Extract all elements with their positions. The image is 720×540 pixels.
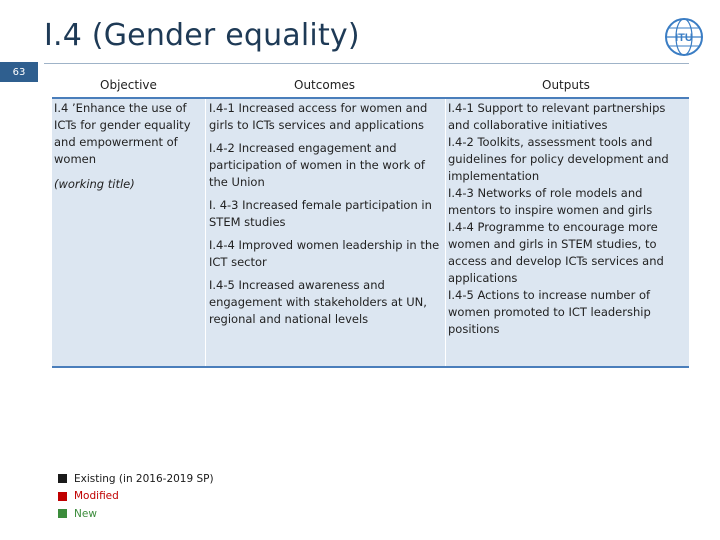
output-item: I.4-2 Toolkits, assessment tools and guidelines for policy development and implementation — [448, 135, 669, 183]
outcome-item: I.4-4 Improved women leadership in the ICT sector — [209, 238, 440, 269]
outcome-item: I. 4-3 Increased female participation in STEM studies — [209, 198, 432, 229]
legend-swatch-existing — [58, 474, 67, 483]
header-objective: Objective — [100, 78, 157, 92]
output-item: I.4-5 Actions to increase number of women promoted to ICT leadership positions — [448, 288, 651, 336]
title-divider — [44, 63, 689, 64]
objective-text: I.4 ’Enhance the use of ICTs for gender equality and empowerment of women — [54, 101, 191, 166]
table-header — [52, 78, 689, 94]
legend-label-existing: Existing (in 2016-2019 SP) — [74, 472, 214, 485]
logo-text: ITU — [675, 32, 693, 44]
itu-logo-icon — [663, 16, 705, 58]
outputs-cell — [448, 100, 690, 338]
legend-item-existing — [58, 470, 214, 488]
slide-title: I.4 (Gender equality) — [44, 18, 360, 53]
outcome-item: I.4-2 Increased engagement and participation of women in the work of the Union — [209, 141, 425, 189]
legend-swatch-modified — [58, 492, 67, 501]
column-divider — [445, 99, 446, 366]
output-item: I.4-1 Support to relevant partnerships and collaborative initiatives — [448, 101, 666, 132]
column-divider — [205, 99, 206, 366]
objective-note: (working title) — [54, 177, 135, 191]
output-item: I.4-3 Networks of role models and mentors to inspire women and girls — [448, 186, 653, 217]
legend-label-new: New — [74, 507, 97, 520]
legend-item-new — [58, 505, 214, 523]
header-outputs: Outputs — [542, 78, 590, 92]
legend-item-modified — [58, 488, 214, 506]
legend — [58, 470, 214, 523]
output-item: I.4-4 Programme to encourage more women and girls in STEM studies, to access and develop ICTs services and applications — [448, 220, 664, 285]
objective-cell — [54, 100, 202, 199]
header-outcomes: Outcomes — [294, 78, 356, 92]
table-bottom-rule — [52, 366, 689, 368]
legend-swatch-new — [58, 509, 67, 518]
outcomes-cell — [209, 100, 443, 334]
outcome-item: I.4-5 Increased awareness and engagement with stakeholders at UN, regional and national levels — [209, 278, 427, 326]
legend-label-modified: Modified — [74, 490, 119, 503]
page-number-badge: 63 — [0, 62, 38, 82]
outcome-item: I.4-1 Increased access for women and girls to ICTs services and applications — [209, 101, 428, 132]
